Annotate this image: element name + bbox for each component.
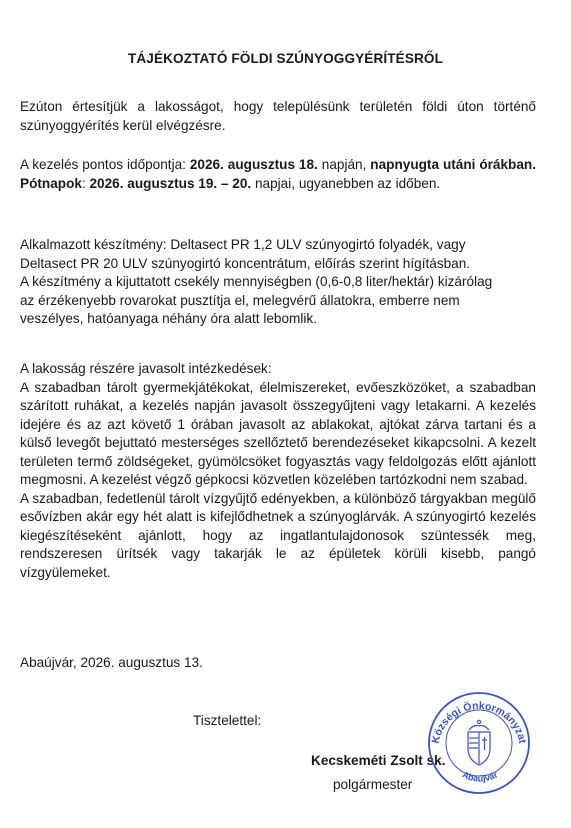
signer-suffix: sk. [426,753,446,768]
schedule-text-1: A kezelés pontos időpontja: [20,157,190,172]
product-line-5: veszélyes, hatóanyaga néhány óra alatt lebomlik. [20,311,317,326]
signer-title: polgármester [333,777,413,792]
intro-paragraph: Ezúton értesítjük a lakosságot, hogy településünk területén földi úton történő szúnyoggyérítés kerül elvégzésre. [20,99,536,133]
municipal-stamp [424,688,534,798]
measures-heading: A lakosság részére javasolt intézkedések: [20,361,272,376]
measures-paragraph-2: A szabadban, fedetlenül tárolt vízgyűjtő edényekben, a különböző tárgyakban megülő esővízben akár egy hét alatt is kifejlődhetnek a szúnyoglárvák. A szúnyogirtó kezelés kiegészítéseként ajánlott, hogy az ingatlantulajdonosok szüntessék meg, rendszeresen ürítsék vagy takarják le az épületek körüli kisebb, pangó vízgyülemeket. [20,490,536,580]
schedule-text-3: : [81,175,90,191]
closing-greeting: Tisztelettel: [193,713,262,728]
product-paragraph [20,236,536,329]
measures-section [20,360,536,582]
treatment-time: napnyugta utáni órákban. Pótnapok [20,157,536,191]
backup-dates: 2026. augusztus 19. – 20. [89,175,252,191]
product-line-2: Deltasect PR 20 ULV szúnyogirtó koncentrátum, előírás szerint hígításban. [20,255,471,271]
treatment-date: 2026. augusztus 18. [189,157,318,172]
product-line-1: Alkalmazott készítmény: Deltasect PR 1,2 ULV szúnyogirtó folyadék, vagy [20,237,466,252]
schedule-text-2: napján, [317,157,371,172]
product-line-3: A készítmény a kijuttatott csekély mennyiségben (0,6-0,8 liter/hektár) kizárólag [20,274,493,289]
schedule-text-4: napjai, ugyanebben az időben. [251,175,441,191]
place-date: Abaújvár, 2026. augusztus 13. [20,655,203,670]
measures-paragraph-1: A szabadban tárolt gyermekjátékokat, élelmiszereket, evőeszközöket, a szabadban szárított ruhákat, a kezelés napján javasolt összegyűjteni vagy letakarni. A kezelés idejére és az azt követő 1 órában javasolt az ablakokat, ajtókat zárva tartani és a külső levegőt bejuttató mesterséges szellőztető berendezéseket kikapcsolni. A kezelt területen termő zöldségeket, gyümölcsöket fogyasztás vagy feldolgozás előtt ajánlott megmosni. A kezelést végző gépkocsi közvetlen közelében tartózkodni nem szabad. [20,379,536,487]
document-title: TÁJÉKOZTATÓ FÖLDI SZÚNYOGGYÉRÍTÉSRŐL [127,51,443,66]
schedule-paragraph [20,156,536,193]
product-line-4: az érzékenyebb rovarokat pusztítja el, melegvérű állatokra, emberre nem [20,292,460,308]
coat-of-arms-icon [468,720,490,765]
stamp-place-text: Abaújvár [460,769,500,784]
stamp-ring-text: Községi Önkormányzat [429,699,529,745]
signer-name: Kecskeméti Zsolt [311,753,423,768]
